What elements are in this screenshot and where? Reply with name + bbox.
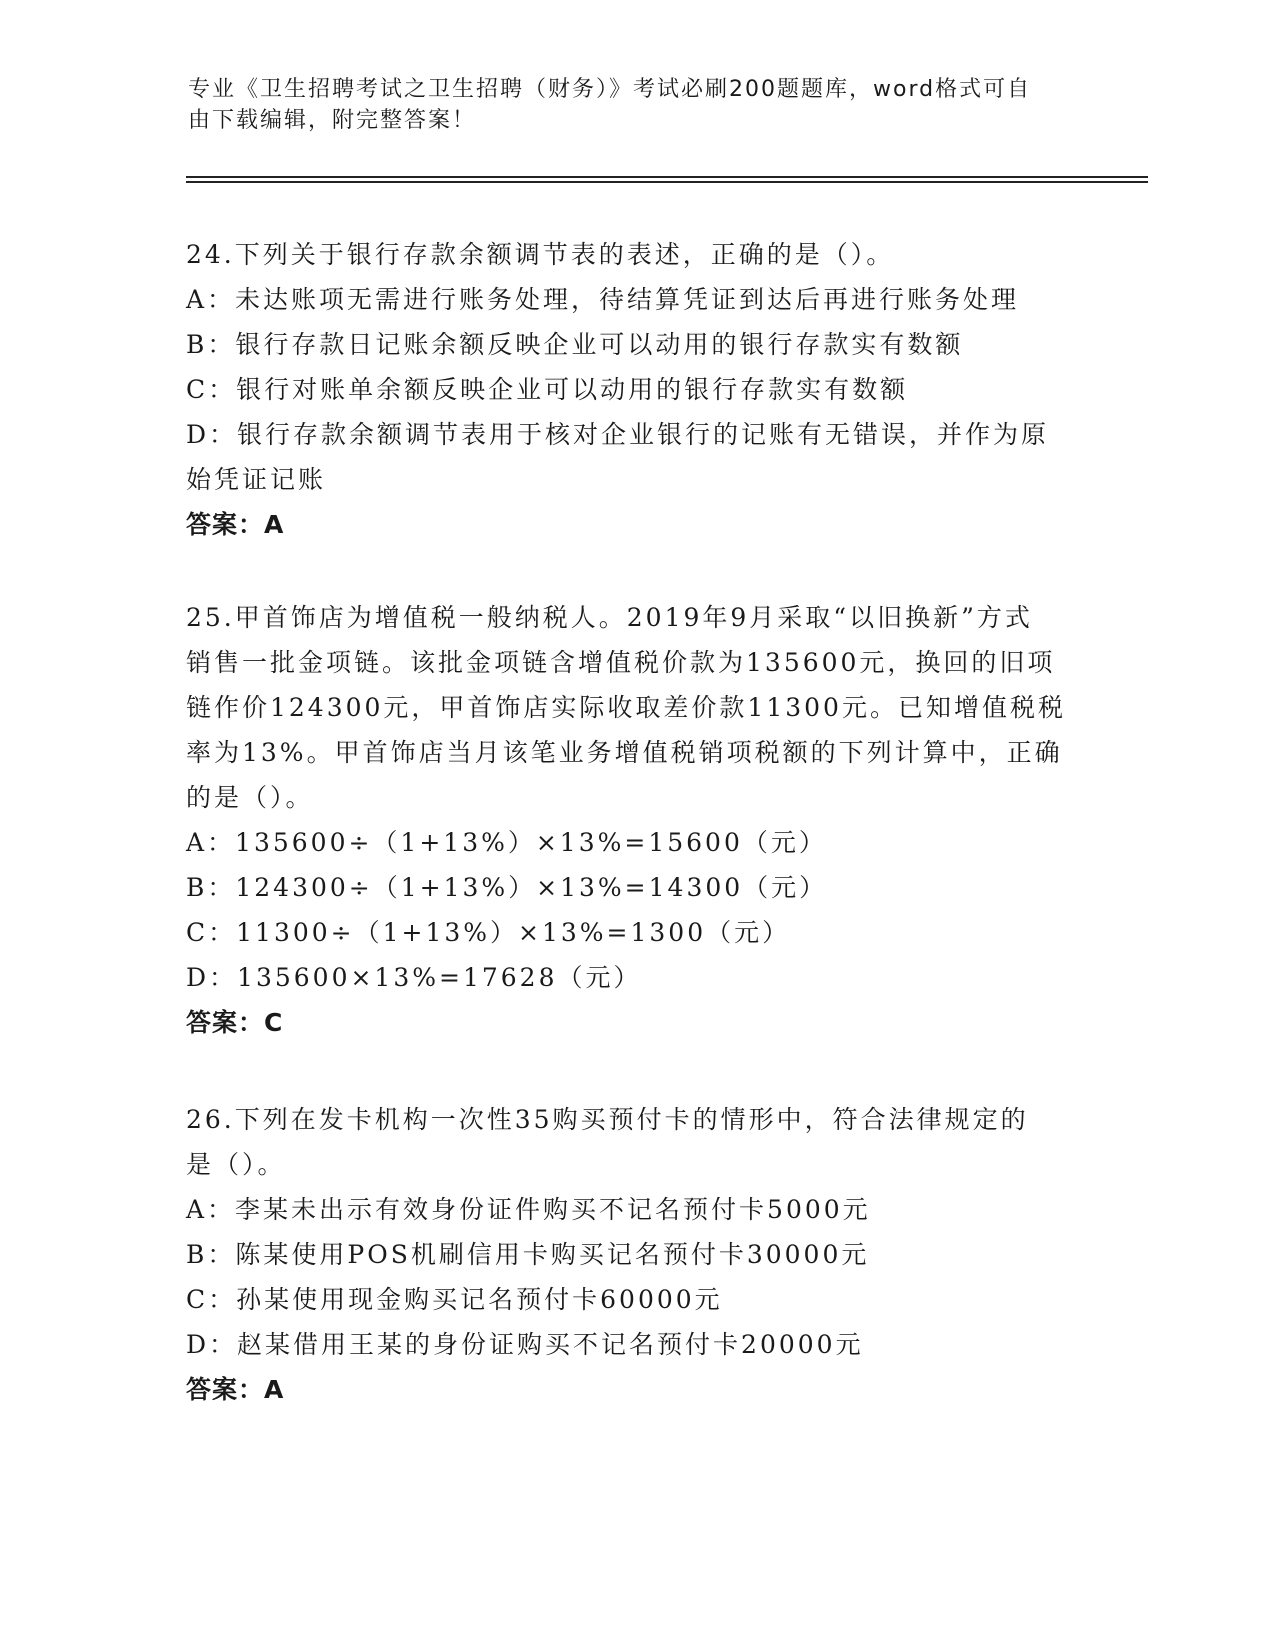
answer: 答案：C — [186, 1008, 284, 1037]
option-c: C：银行对账单余额反映企业可以动用的银行存款实有数额 — [186, 375, 909, 404]
option-a: A：未达账项无需进行账务处理，待结算凭证到达后再进行账务处理 — [186, 285, 1020, 314]
question-stem-continued: 的是（）。 — [186, 783, 314, 812]
option-d: D：赵某借用王某的身份证购买不记名预付卡20000元 — [186, 1330, 864, 1359]
option-b: B：124300÷（1+13%）×13%=14300（元） — [186, 873, 828, 902]
question-stem: 26.下列在发卡机构一次性35购买预付卡的情形中，符合法律规定的 — [186, 1105, 1029, 1134]
option-b: B：陈某使用POS机刷信用卡购买记名预付卡30000元 — [186, 1240, 870, 1269]
question-26 — [186, 1097, 1086, 1412]
option-d-continued: 始凭证记账 — [186, 465, 327, 494]
document-header — [188, 74, 1088, 136]
answer: 答案：A — [186, 1375, 285, 1404]
question-stem: 25.甲首饰店为增值税一般纳税人。2019年9月采取“以旧换新”方式 — [186, 603, 1033, 632]
question-25 — [186, 595, 1086, 1045]
answer: 答案：A — [186, 510, 285, 539]
option-b: B：银行存款日记账余额反映企业可以动用的银行存款实有数额 — [186, 330, 964, 359]
header-divider-bottom — [186, 181, 1148, 183]
option-a: A：135600÷（1+13%）×13%=15600（元） — [186, 828, 827, 857]
question-stem-continued: 销售一批金项链。该批金项链含增值税价款为135600元，换回的旧项 — [186, 648, 1056, 677]
question-stem: 24.下列关于银行存款余额调节表的表述，正确的是（）。 — [186, 240, 895, 269]
option-c: C：11300÷（1+13%）×13%=1300（元） — [186, 918, 791, 947]
option-d: D：银行存款余额调节表用于核对企业银行的记账有无错误，并作为原 — [186, 420, 1050, 449]
question-stem-continued: 是（）。 — [186, 1150, 286, 1179]
option-d: D：135600×13%=17628（元） — [186, 963, 642, 992]
header-divider-top — [186, 176, 1148, 178]
header-line-1: 专业《卫生招聘考试之卫生招聘（财务）》考试必刷200题题库，word格式可自 — [188, 77, 1032, 102]
header-line-2: 由下载编辑，附完整答案！ — [188, 108, 477, 133]
question-stem-continued: 率为13%。甲首饰店当月该笔业务增值税销项税额的下列计算中，正确 — [186, 738, 1063, 767]
option-c: C：孙某使用现金购买记名预付卡60000元 — [186, 1285, 723, 1314]
option-a: A：李某未出示有效身份证件购买不记名预付卡5000元 — [186, 1195, 871, 1224]
question-stem-continued: 链作价124300元，甲首饰店实际收取差价款11300元。已知增值税税 — [186, 693, 1066, 722]
question-24 — [186, 232, 1086, 547]
